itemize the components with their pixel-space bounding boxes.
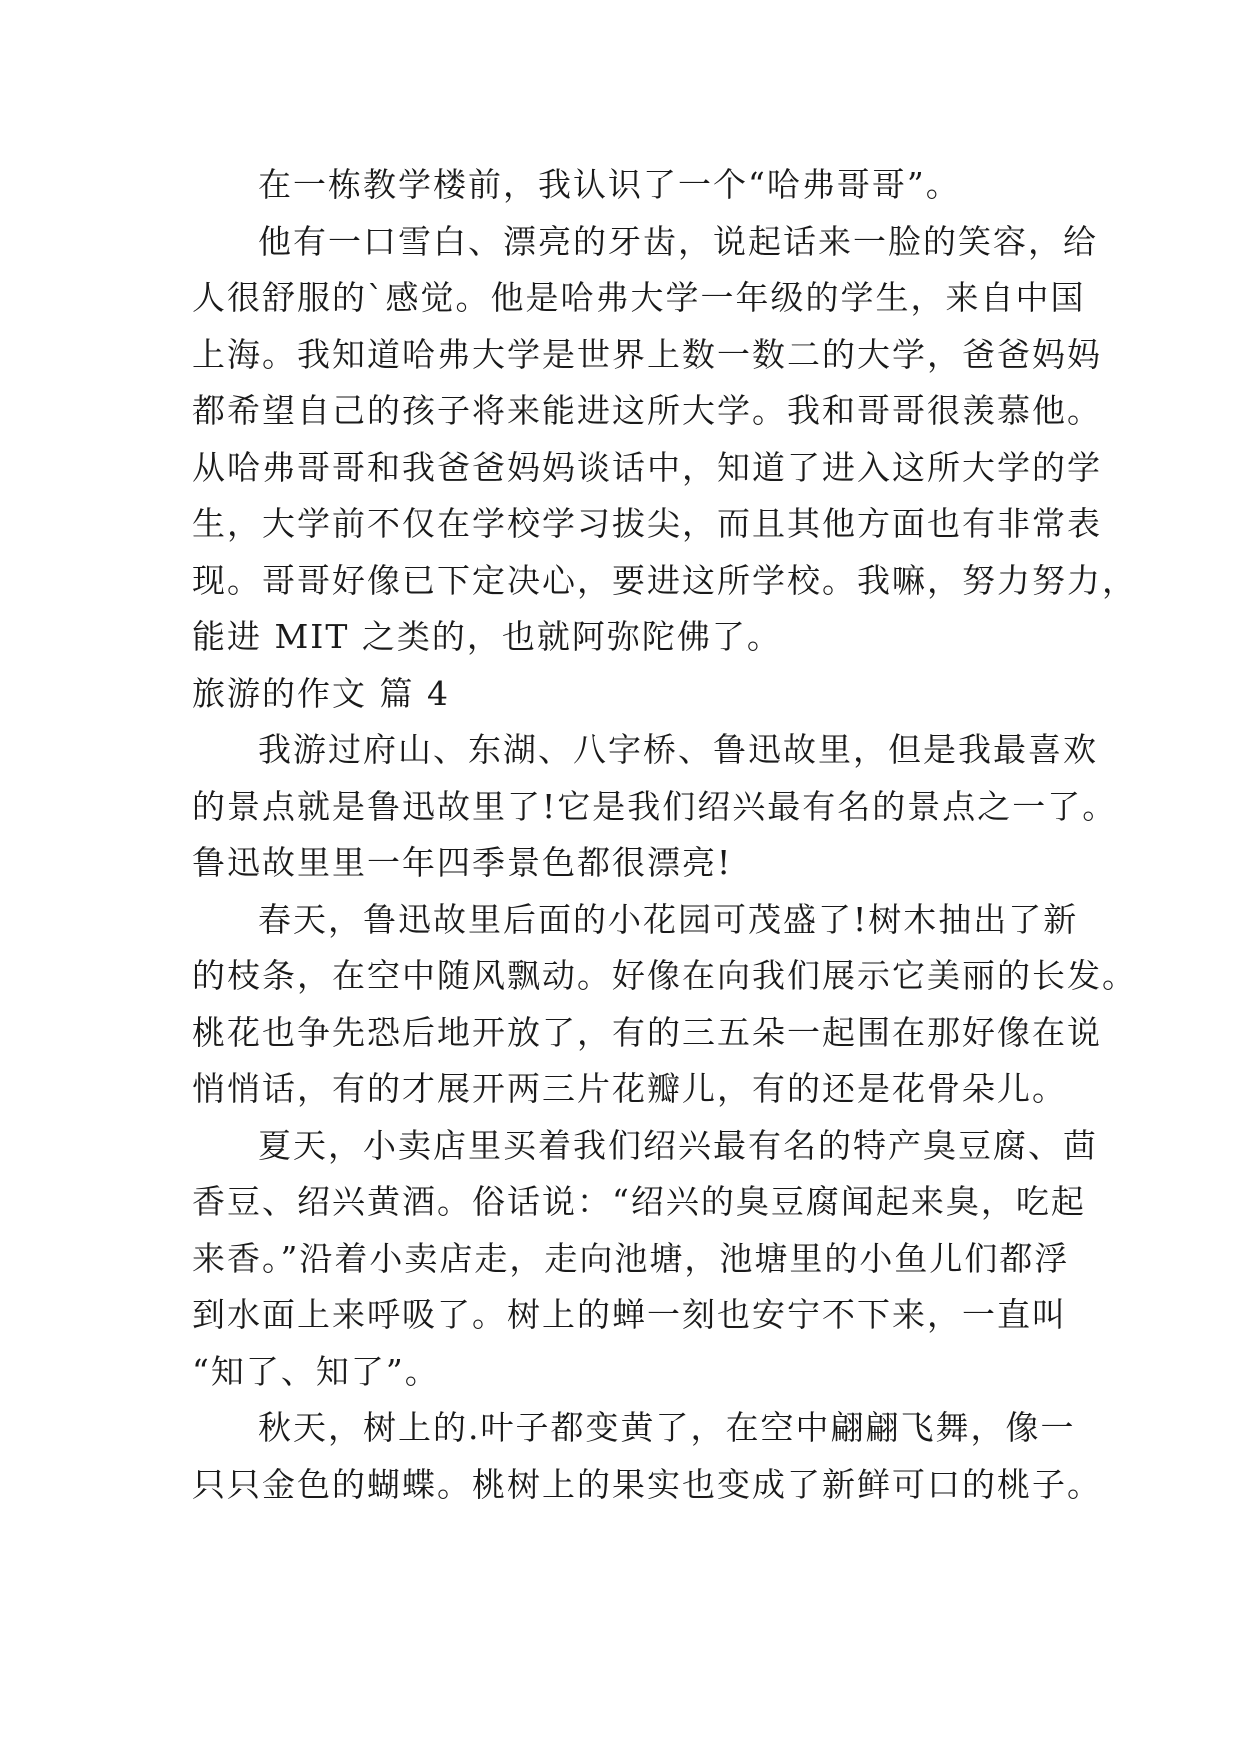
text-line: 只只金色的蝴蝶。桃树上的果实也变成了新鲜可口的桃子。 (192, 1464, 1102, 1504)
text-line: 在一栋教学楼前，我认识了一个“哈弗哥哥”。 (258, 165, 961, 204)
text-line: “知了、知了”。 (192, 1351, 440, 1391)
text-line: 的枝条，在空中随风飘动。好像在向我们展示它美丽的长发。 (192, 956, 1137, 995)
text-line: 来香。”沿着小卖店走，走向池塘，池塘里的小鱼儿们都浮 (192, 1238, 1070, 1278)
text-line: 鲁迅故里里一年四季景色都很漂亮! (192, 843, 733, 882)
text-line: 的景点就是鲁迅故里了!它是我们绍兴最有名的景点之一了。 (192, 786, 1118, 826)
section-heading: 旅游的作文 篇 4 (192, 673, 450, 713)
text-line: 都希望自己的孩子将来能进这所大学。我和哥哥很羡慕他。 (192, 391, 1102, 430)
text-line: 秋天，树上的.叶子都变黄了，在空中翩翩飞舞，像一 (258, 1408, 1076, 1447)
text-line: 到水面上来呼吸了。树上的蝉一刻也安宁不下来，一直叫 (192, 1295, 1067, 1334)
document-body (192, 157, 1137, 1513)
text-line: 香豆、绍兴黄酒。俗话说：“绍兴的臭豆腐闻起来臭，吃起 (192, 1182, 1086, 1221)
text-line: 现。哥哥好像已下定决心，要进这所学校。我嘛，努力努力， (192, 560, 1137, 600)
text-line: 我游过府山、东湖、八字桥、鲁迅故里，但是我最喜欢 (258, 730, 1098, 769)
text-line: 夏天，小卖店里买着我们绍兴最有名的特产臭豆腐、茴 (258, 1125, 1098, 1165)
text-line: 人很舒服的`感觉。他是哈弗大学一年级的学生，来自中国 (192, 278, 1086, 317)
text-line: 悄悄话，有的才展开两三片花瓣儿，有的还是花骨朵儿。 (192, 1069, 1067, 1108)
text-line: 生，大学前不仅在学校学习拔尖，而且其他方面也有非常表 (192, 504, 1102, 543)
text-line: 桃花也争先恐后地开放了，有的三五朵一起围在那好像在说 (192, 1012, 1102, 1052)
text-line: 能进 MIT 之类的，也就阿弥陀佛了。 (192, 617, 782, 656)
text-line: 春天，鲁迅故里后面的小花园可茂盛了!树木抽出了新 (258, 899, 1079, 939)
text-line: 他有一口雪白、漂亮的牙齿，说起话来一脸的笑容，给 (258, 221, 1098, 261)
text-line: 上海。我知道哈弗大学是世界上数一数二的大学，爸爸妈妈 (192, 334, 1102, 374)
text-line: 从哈弗哥哥和我爸爸妈妈谈话中，知道了进入这所大学的学 (192, 447, 1102, 487)
